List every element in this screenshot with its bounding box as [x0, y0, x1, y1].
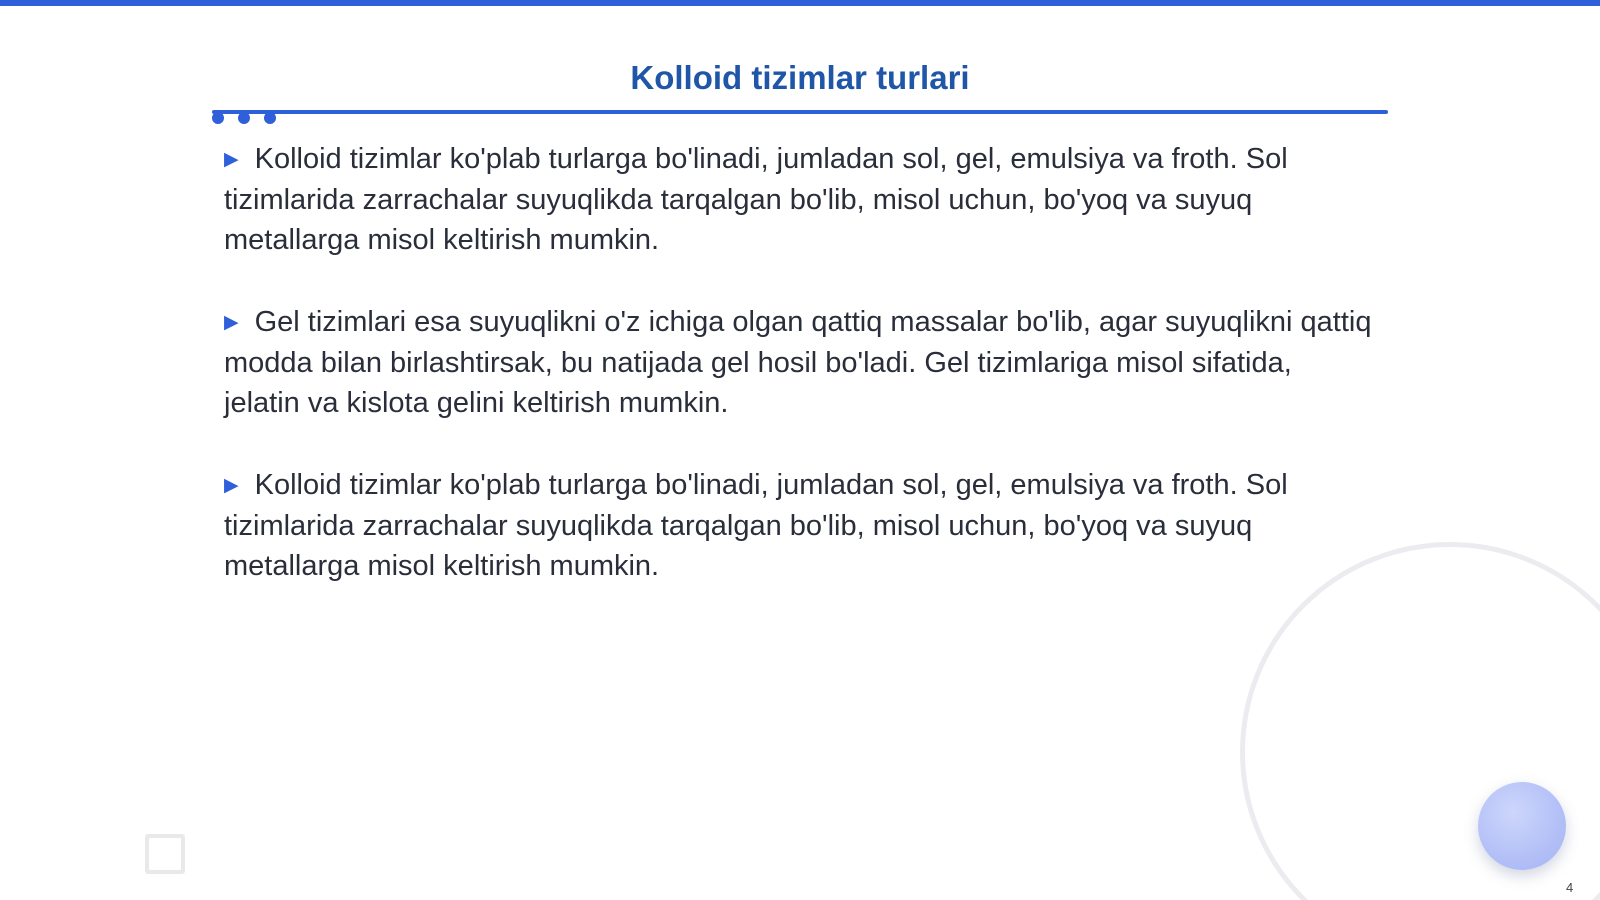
bullet-paragraph-2: [224, 302, 1374, 423]
slide-title: Kolloid tizimlar turlari: [630, 59, 970, 96]
bullet-arrow-icon: ▶: [224, 149, 239, 170]
top-accent-bar: [0, 0, 1600, 6]
decorative-dot: [212, 112, 224, 124]
page-number: 4: [1566, 880, 1574, 895]
bullet-arrow-icon: ▶: [224, 475, 239, 496]
bullet-list: [224, 139, 1374, 628]
bullet-paragraph-1: [224, 139, 1374, 260]
bullet-text: Gel tizimlari esa suyuqlikni o'z ichiga olgan qattiq massalar bo'lib, agar suyuqlikni qattiq modda bilan birlashtirsak, bu natijada gel hosil bo'ladi. Gel tizimlariga misol sifatida, jelatin va kislota gelini keltirish mumkin.: [224, 306, 1372, 419]
title-underline: [212, 110, 1388, 114]
bullet-text: Kolloid tizimlar ko'plab turlarga bo'linadi, jumladan sol, gel, emulsiya va froth. Sol tizimlarida zarrachalar suyuqlikda tarqalgan bo'lib, misol uchun, bo'yoq va suyuq metallarga misol keltirish mumkin.: [224, 469, 1288, 582]
decorative-square: [145, 834, 185, 874]
decorative-dot: [238, 112, 250, 124]
bullet-text: Kolloid tizimlar ko'plab turlarga bo'linadi, jumladan sol, gel, emulsiya va froth. Sol tizimlarida zarrachalar suyuqlikda tarqalgan bo'lib, misol uchun, bo'yoq va suyuq metallarga misol keltirish mumkin.: [224, 143, 1288, 256]
bullet-paragraph-3: [224, 465, 1374, 586]
bullet-arrow-icon: ▶: [224, 312, 239, 333]
decorative-dot: [264, 112, 276, 124]
decorative-ball: [1478, 782, 1566, 870]
